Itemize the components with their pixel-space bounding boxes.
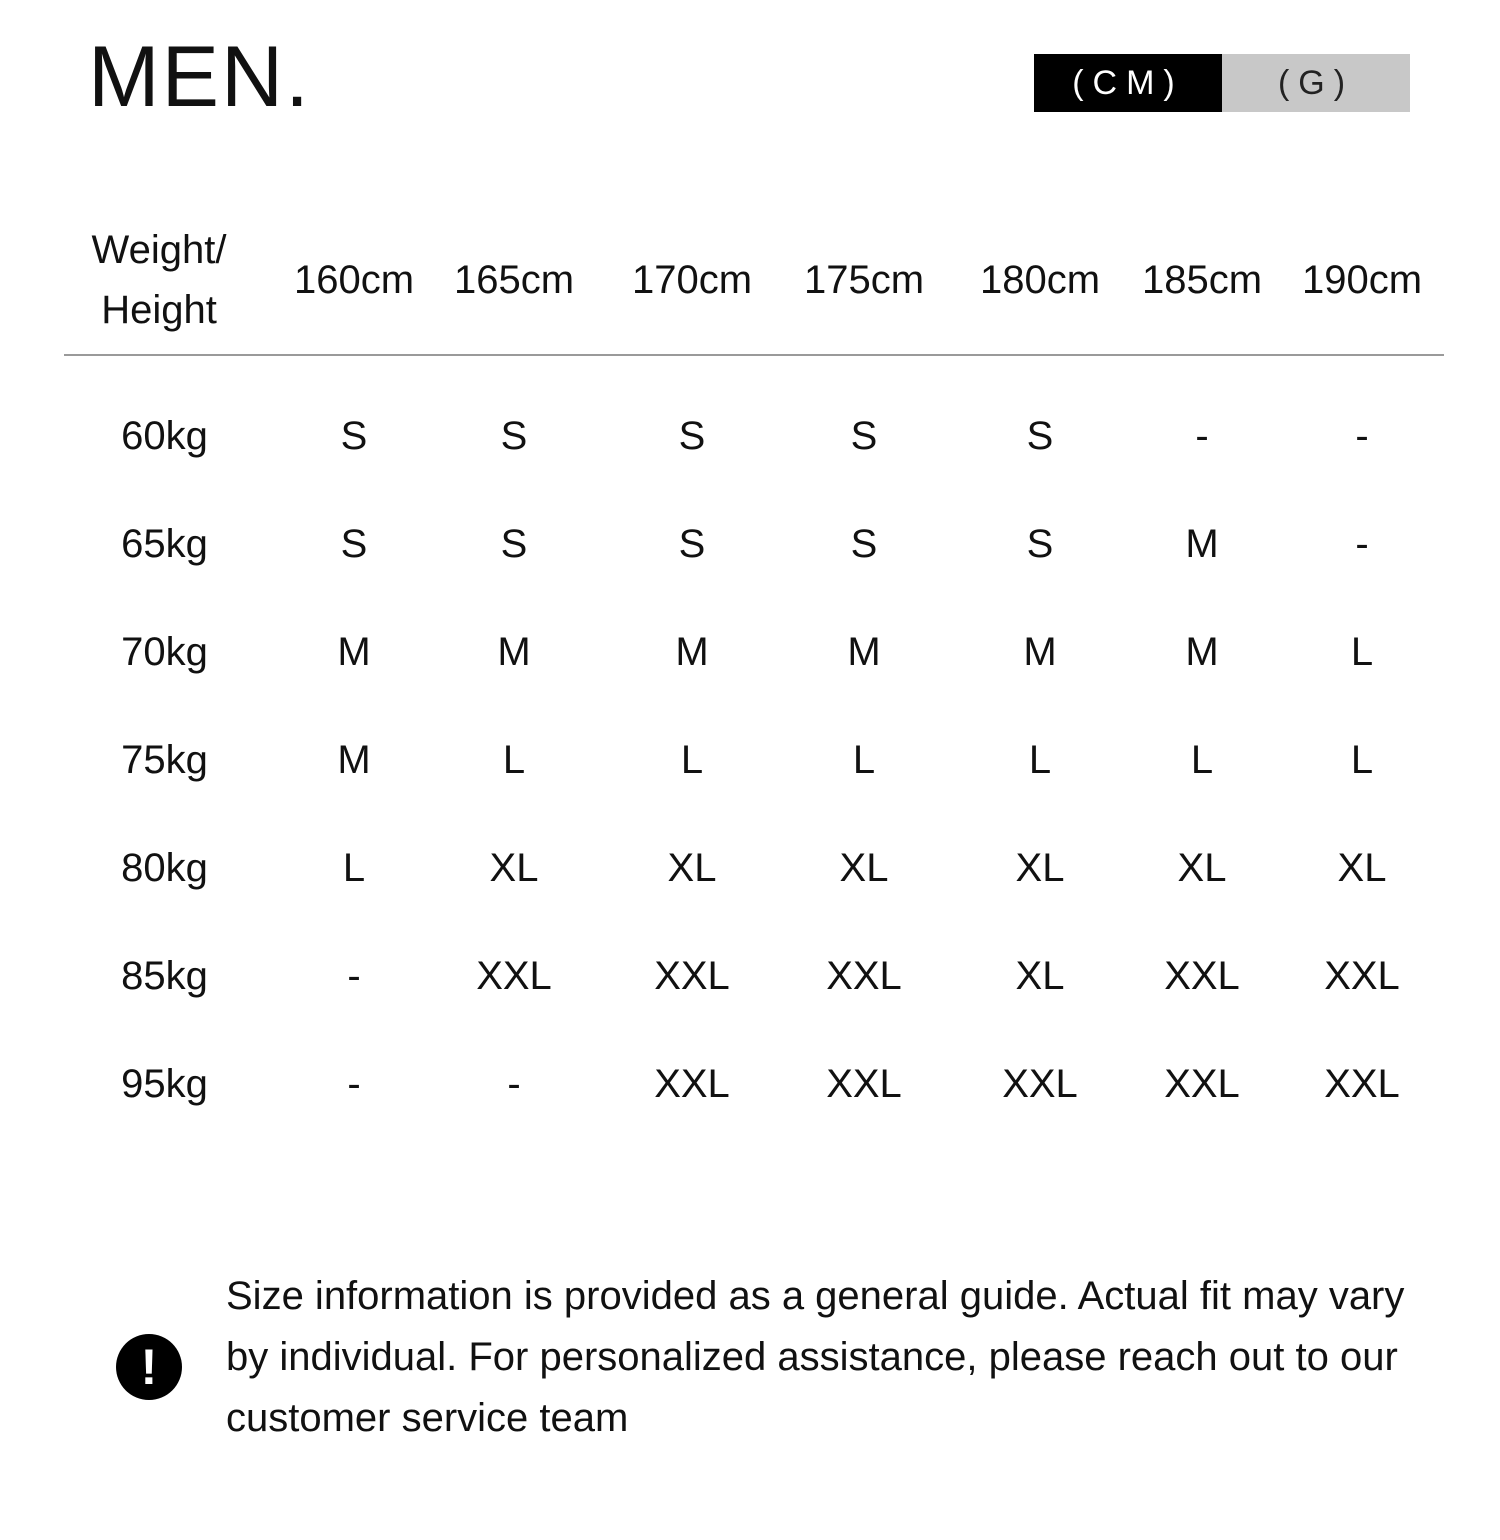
size-cell: S — [500, 522, 528, 566]
table-row — [0, 1030, 1500, 1138]
size-cell: XXL — [1164, 1062, 1240, 1106]
size-cell: XXL — [826, 1062, 902, 1106]
table-row — [0, 382, 1500, 490]
column-header: 175cm — [803, 258, 925, 302]
size-cell: M — [497, 630, 531, 674]
weight-label: 65kg — [121, 522, 208, 566]
size-cell: L — [342, 846, 366, 890]
size-cell: - — [347, 954, 361, 998]
table-row — [0, 490, 1500, 598]
size-cell: M — [337, 738, 371, 782]
column-header: 180cm — [979, 258, 1101, 302]
weight-label: 75kg — [121, 738, 208, 782]
size-cell: S — [1026, 522, 1054, 566]
size-cell: S — [850, 522, 878, 566]
size-cell: M — [675, 630, 709, 674]
unit-tab-g[interactable]: (G) — [1222, 54, 1410, 112]
size-cell: L — [1028, 738, 1052, 782]
size-cell: L — [680, 738, 704, 782]
size-cell: XXL — [476, 954, 552, 998]
size-cell: XL — [1177, 846, 1227, 890]
size-cell: L — [1350, 738, 1374, 782]
weight-label: 60kg — [121, 414, 208, 458]
size-cell: M — [1185, 630, 1219, 674]
weight-label: 95kg — [121, 1062, 208, 1106]
exclamation-icon: ! — [116, 1334, 182, 1400]
size-cell: XL — [839, 846, 889, 890]
size-cell: XL — [667, 846, 717, 890]
corner-label-line2: Height — [101, 288, 217, 332]
size-cell: L — [502, 738, 526, 782]
table-row — [0, 814, 1500, 922]
size-cell: - — [347, 1062, 361, 1106]
column-header: 165cm — [453, 258, 575, 302]
size-cell: - — [507, 1062, 521, 1106]
size-cell: XXL — [1164, 954, 1240, 998]
size-cell: S — [850, 414, 878, 458]
size-cell: M — [337, 630, 371, 674]
table-row — [0, 598, 1500, 706]
weight-label: 80kg — [121, 846, 208, 890]
corner-label-line1: Weight/ — [91, 228, 227, 272]
size-cell: S — [678, 522, 706, 566]
size-cell: XL — [1337, 846, 1387, 890]
size-cell: S — [500, 414, 528, 458]
table-row — [0, 922, 1500, 1030]
size-cell: XXL — [654, 1062, 730, 1106]
unit-tab-cm[interactable]: (CM) — [1034, 54, 1222, 112]
page-title: MEN. — [88, 29, 311, 125]
size-cell: S — [340, 414, 368, 458]
header-divider — [64, 354, 1444, 356]
size-cell: - — [1195, 414, 1209, 458]
size-cell: XXL — [1324, 1062, 1400, 1106]
notice-text: Size information is provided as a general guide. Actual fit may vary by individual. For personalized assistance, please reach out to our customer service team — [226, 1274, 1405, 1440]
size-cell: XL — [489, 846, 539, 890]
weight-label: 85kg — [121, 954, 208, 998]
column-header: 185cm — [1141, 258, 1263, 302]
size-cell: M — [1023, 630, 1057, 674]
size-cell: M — [847, 630, 881, 674]
weight-label: 70kg — [121, 630, 208, 674]
column-header: 170cm — [631, 258, 753, 302]
size-cell: L — [852, 738, 876, 782]
size-cell: - — [1355, 522, 1369, 566]
size-cell: XXL — [1002, 1062, 1078, 1106]
size-cell: S — [340, 522, 368, 566]
size-cell: XXL — [826, 954, 902, 998]
size-cell: L — [1350, 630, 1374, 674]
table-row — [0, 706, 1500, 814]
size-cell: XXL — [1324, 954, 1400, 998]
size-table-header — [64, 220, 1444, 354]
column-header: 190cm — [1301, 258, 1423, 302]
size-cell: XXL — [654, 954, 730, 998]
column-header: 160cm — [293, 258, 415, 302]
size-cell: M — [1185, 522, 1219, 566]
size-cell: XL — [1015, 846, 1065, 890]
size-cell: L — [1190, 738, 1214, 782]
size-cell: - — [1355, 414, 1369, 458]
size-cell: XL — [1015, 954, 1065, 998]
size-cell: S — [1026, 414, 1054, 458]
size-cell: S — [678, 414, 706, 458]
unit-toggle — [1034, 54, 1410, 112]
corner-label — [64, 220, 254, 340]
